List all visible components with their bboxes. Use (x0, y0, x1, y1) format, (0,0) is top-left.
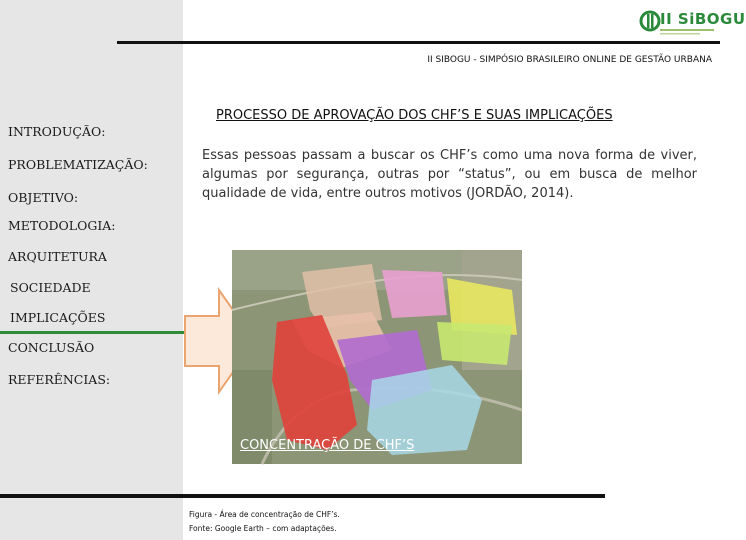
bottom-divider (0, 494, 605, 498)
logo-text: II SiBOGU (660, 10, 746, 28)
body-paragraph: Essas pessoas passam a buscar os CHF’s como uma nova forma de viver, algumas por segurança, outras por “status”, ou em busca de melhor qualidade de vida, entre outros motivos (JORDÃO, 2014). (202, 148, 697, 201)
sibogu-logo-icon (640, 4, 746, 38)
page-title: PROCESSO DE APROVAÇÃO DOS CHF’S E SUAS IMPLICAÇÕES (216, 108, 613, 123)
sidebar (0, 0, 183, 540)
sidebar-item-objetivo[interactable]: OBJETIVO: (8, 190, 79, 205)
event-title: II SIBOGU - SIMPÓSIO BRASILEIRO ONLINE DE GESTÃO URBANA (427, 55, 712, 65)
sidebar-item-referencias[interactable]: REFERÊNCIAS: (8, 372, 111, 387)
sidebar-item-problematizacao[interactable]: PROBLEMATIZAÇÃO: (8, 157, 148, 172)
figure-source: Fonte: Google Earth – com adaptações. (189, 524, 337, 533)
sidebar-item-sociedade[interactable]: SOCIEDADE (10, 280, 91, 295)
sidebar-item-implicacoes[interactable]: IMPLICAÇÕES (10, 310, 106, 325)
figure-caption: Figura - Área de concentração de CHF’s. (189, 510, 340, 519)
sidebar-item-arquitetura[interactable]: ARQUITETURA (8, 249, 107, 264)
sidebar-item-metodologia[interactable]: METODOLOGIA: (8, 218, 116, 233)
sidebar-item-introducao[interactable]: INTRODUÇÃO: (8, 124, 106, 139)
sidebar-item-conclusao[interactable]: CONCLUSÃO (8, 340, 95, 355)
satellite-map-image (232, 250, 522, 464)
top-divider (117, 41, 720, 44)
map-caption: CONCENTRAÇÃO DE CHF’S (240, 438, 415, 453)
